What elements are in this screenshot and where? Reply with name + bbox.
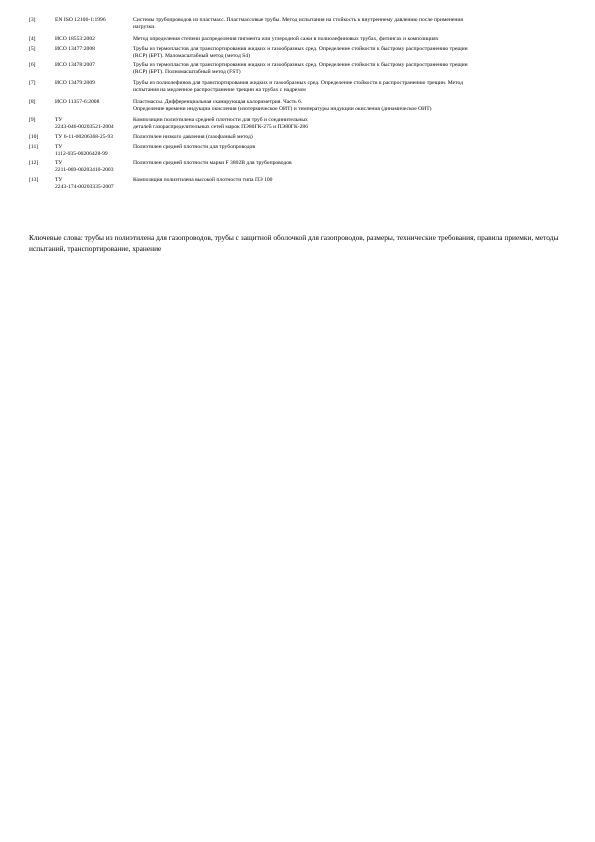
- reference-code-line: EN ISO 12106-1:1996: [55, 17, 106, 23]
- reference-code-line: 2243-046-00203521-2004: [55, 124, 114, 131]
- reference-code: [55, 17, 135, 24]
- reference-title-line: Полиэтилен средней плотности марки F 3802В для трубопроводов: [133, 160, 292, 166]
- reference-code-line: 2243-174-00203335-2007: [55, 184, 114, 191]
- reference-title-line: испытания на медленное распространение трещин на трубах с надрезом: [133, 87, 306, 94]
- reference-title: [133, 36, 563, 43]
- reference-number: [11]: [29, 144, 39, 150]
- reference-code: [55, 62, 135, 69]
- reference-number: [13]: [29, 177, 39, 183]
- reference-code-line: 1112-035-00206428-99: [55, 151, 108, 158]
- reference-title-line: Композиции полиэтилена средней плотности для труб и соединительных: [133, 117, 308, 123]
- reference-number: [10]: [29, 134, 39, 140]
- reference-code: [55, 36, 135, 43]
- reference-title-line: (RCP) (БРТ). Полномасштабный метод (FST): [133, 69, 241, 76]
- reference-code-line: ТУ: [55, 177, 63, 183]
- reference-number: [3]: [29, 17, 36, 23]
- reference-number: [4]: [29, 36, 36, 42]
- reference-title: [133, 46, 563, 60]
- reference-title: [133, 177, 563, 184]
- reference-title-line: Трубы из полиолефинов для транспортирования жидких и газообразных сред. Определение стойкости к распространению трещин. Метод: [133, 80, 463, 86]
- reference-title: [133, 134, 563, 141]
- reference-title: [133, 62, 563, 76]
- reference-title: [133, 160, 563, 167]
- reference-title-line: Трубы из термопластов для транспортирования жидких и газообразных сред. Определение стойкости к быстрому распространению трещин: [133, 46, 468, 52]
- reference-title-line: Метод определения степени распределения пигмента или углеродной сажи в полиолефиновых трубах, фитингах и композициях: [133, 36, 439, 42]
- reference-entry: [29, 117, 569, 131]
- reference-code-line: 2211-069-00203410-2003: [55, 167, 114, 174]
- reference-title-line: деталей газораспределительных сетей марок ПЭ80ГК-275 и ПЭ80ГК-286: [133, 124, 309, 131]
- reference-title-line: Полиэтилен низкого давления (газофазный метод): [133, 134, 253, 140]
- reference-code-line: ТУ: [55, 117, 63, 123]
- reference-entry: [29, 99, 569, 113]
- reference-entry: [29, 36, 569, 43]
- reference-code: [55, 144, 135, 158]
- reference-title-line: Определение времени индукции окисления (изотермическое ОИТ) и температуры индукции окисления (динамическое ОИТ): [133, 106, 432, 113]
- reference-entry: [29, 46, 569, 60]
- reference-code: [55, 160, 135, 174]
- reference-code: [55, 46, 135, 53]
- reference-entry: [29, 80, 569, 94]
- reference-code: [55, 134, 135, 141]
- reference-code-line: ТУ: [55, 160, 63, 166]
- reference-entry: [29, 17, 569, 31]
- reference-code-line: ИСО 13478:2007: [55, 62, 95, 68]
- reference-code-line: ИСО 13479:2009: [55, 80, 95, 86]
- reference-title-line: Системы трубопроводов из пластмасс. Пластмассовые трубы. Метод испытания на стойкость к внутреннему давлению после применения: [133, 17, 463, 23]
- reference-title-line: Трубы из термопластов для транспортирования жидких и газообразных сред. Определение стойкости к быстрому распространению трещин: [133, 62, 468, 68]
- reference-code-line: ИСО 13477:2008: [55, 46, 95, 52]
- reference-number: [7]: [29, 80, 36, 86]
- keywords-paragraph: Ключевые слова: трубы из полиэтилена для газопроводов, трубы с защитной оболочкой для газопроводов, размеры, технические требования, правила приемки, методы испытаний, транспортирование, хранение: [29, 233, 559, 253]
- reference-title-line: Пластмассы. Дифференциальная сканирующая калориметрия. Часть 6.: [133, 99, 303, 105]
- reference-entry: [29, 144, 569, 158]
- reference-title: [133, 17, 563, 31]
- reference-number: [5]: [29, 46, 36, 52]
- reference-number: [12]: [29, 160, 39, 166]
- reference-number: [6]: [29, 62, 36, 68]
- reference-code: [55, 117, 135, 131]
- reference-entry: [29, 134, 569, 141]
- reference-number: [9]: [29, 117, 36, 123]
- reference-entry: [29, 62, 569, 76]
- reference-title-line: Полиэтилен средней плотности для трубопроводов: [133, 144, 255, 150]
- reference-code: [55, 177, 135, 191]
- reference-code-line: ТУ 6-11-00206368-25-93: [55, 134, 113, 140]
- reference-code-line: ТУ: [55, 144, 63, 150]
- reference-code: [55, 99, 135, 106]
- reference-title: [133, 117, 563, 131]
- reference-code-line: ИСО 18553:2002: [55, 36, 95, 42]
- reference-number: [8]: [29, 99, 36, 105]
- reference-code: [55, 80, 135, 87]
- reference-title-line: нагрузки.: [133, 24, 156, 31]
- reference-title: [133, 99, 563, 113]
- reference-entry: [29, 177, 569, 191]
- reference-code-line: ИСО 11357-6:2008: [55, 99, 100, 105]
- reference-entry: [29, 160, 569, 174]
- reference-title-line: Композиция полиэтилена высокой плотности типа ПЭ 100: [133, 177, 273, 183]
- reference-title: [133, 80, 563, 94]
- reference-title-line: (RCP) (БРТ). Маломасштабный метод (метод S4): [133, 53, 250, 60]
- reference-title: [133, 144, 563, 151]
